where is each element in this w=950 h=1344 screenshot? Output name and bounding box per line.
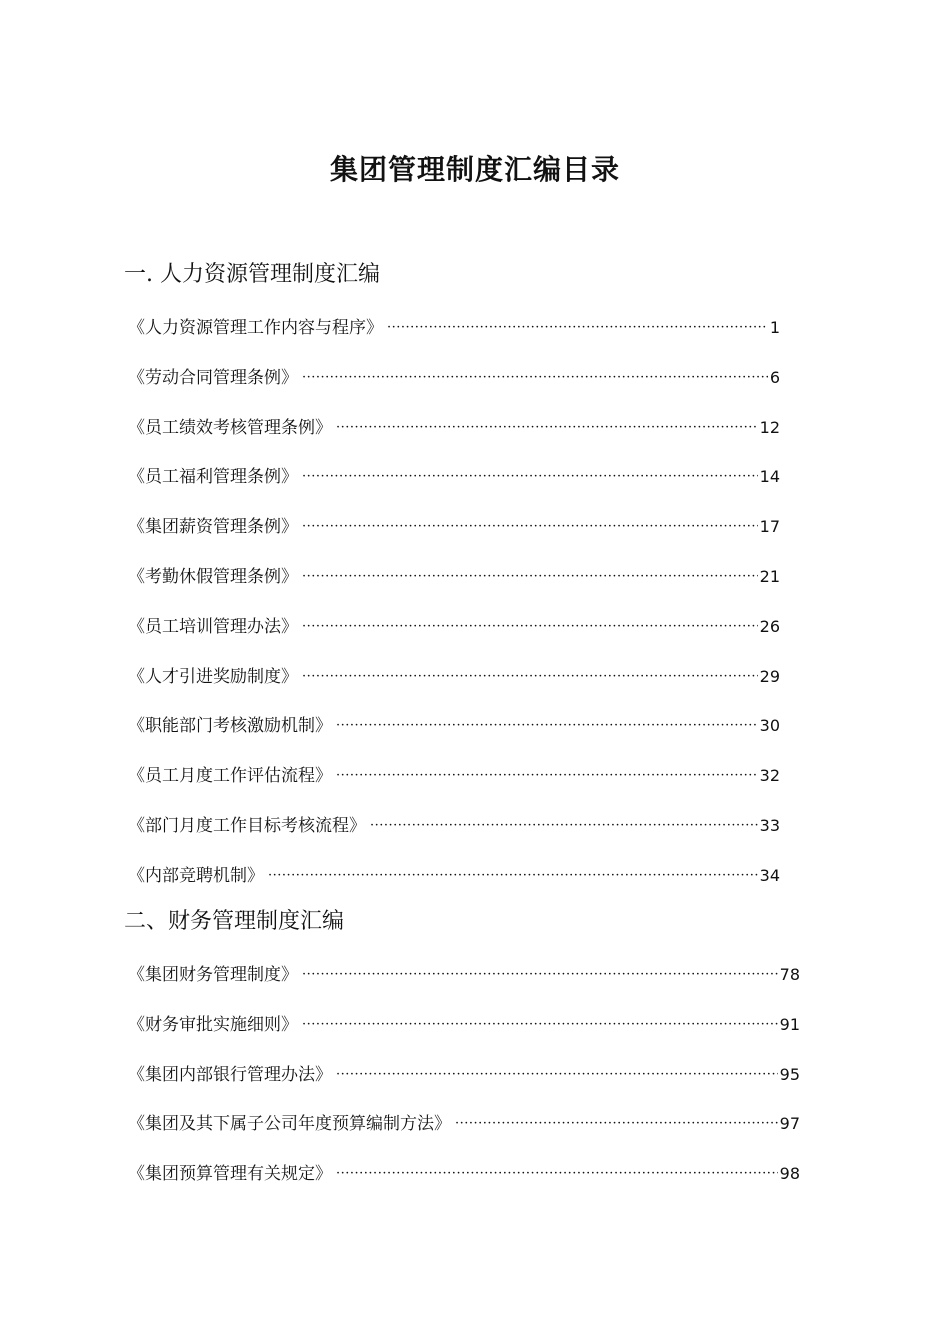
- toc-entry[interactable]: [128, 664, 780, 690]
- dot-leader: [370, 813, 758, 839]
- dot-leader: [336, 1161, 778, 1187]
- toc-entry[interactable]: [128, 1111, 800, 1137]
- toc-page-number: 29: [759, 667, 780, 686]
- toc-entry-title: 《员工绩效考核管理条例》: [128, 418, 332, 438]
- toc-entry[interactable]: [128, 614, 780, 640]
- dot-leader: [268, 863, 758, 889]
- toc-entry[interactable]: [128, 863, 780, 889]
- toc-entry[interactable]: [128, 813, 780, 839]
- dot-leader: [302, 1012, 778, 1038]
- toc-entry[interactable]: [128, 1161, 800, 1187]
- toc-entry[interactable]: [128, 1062, 800, 1088]
- toc-page-number: 6: [769, 368, 780, 387]
- toc-page-number: 17: [759, 517, 780, 536]
- toc-page-number: 78: [779, 965, 800, 984]
- toc-entry-title: 《考勤休假管理条例》: [128, 567, 298, 587]
- toc-page-number: 12: [759, 418, 780, 437]
- toc-page-number: 21: [759, 567, 780, 586]
- dot-leader: [387, 315, 768, 341]
- dot-leader: [302, 464, 758, 490]
- dot-leader: [302, 365, 768, 391]
- toc-entry[interactable]: [128, 315, 780, 341]
- toc-entry[interactable]: [128, 464, 780, 490]
- toc-entry[interactable]: [128, 962, 800, 988]
- toc-entry-title: 《员工月度工作评估流程》: [128, 766, 332, 786]
- toc-page-number: 33: [759, 816, 780, 835]
- dot-leader: [336, 763, 758, 789]
- toc-entry-title: 《集团薪资管理条例》: [128, 517, 298, 537]
- dot-leader: [302, 664, 758, 690]
- toc-entry[interactable]: [128, 514, 780, 540]
- toc-page-number: 98: [779, 1164, 800, 1183]
- toc-entry-title: 《集团内部银行管理办法》: [128, 1065, 332, 1085]
- toc-entry-title: 《员工培训管理办法》: [128, 617, 298, 637]
- dot-leader: [336, 1062, 778, 1088]
- toc-page-number: 26: [759, 617, 780, 636]
- dot-leader: [302, 614, 758, 640]
- toc-page-number: 14: [759, 467, 780, 486]
- toc-entry[interactable]: [128, 415, 780, 441]
- toc-entry-title: 《职能部门考核激励机制》: [128, 716, 332, 736]
- toc-entry[interactable]: [128, 763, 780, 789]
- toc-entry-title: 《人才引进奖励制度》: [128, 667, 298, 687]
- toc-page-number: 97: [779, 1114, 800, 1133]
- dot-leader: [302, 514, 758, 540]
- section-heading-finance: 二、财务管理制度汇编: [124, 909, 345, 934]
- toc-entry[interactable]: [128, 564, 780, 590]
- toc-page-number: 1: [769, 318, 780, 337]
- toc-page-number: 34: [759, 866, 780, 885]
- toc-entry-title: 《财务审批实施细则》: [128, 1015, 298, 1035]
- toc-entry-title: 《人力资源管理工作内容与程序》: [128, 318, 383, 338]
- toc-entry-title: 《集团及其下属子公司年度预算编制方法》: [128, 1114, 451, 1134]
- document-title: 集团管理制度汇编目录: [329, 153, 620, 186]
- toc-entry[interactable]: [128, 713, 780, 739]
- toc-page-number: 32: [759, 766, 780, 785]
- toc-page-number: 91: [779, 1015, 800, 1034]
- dot-leader: [336, 415, 758, 441]
- toc-entry-title: 《内部竞聘机制》: [128, 866, 264, 886]
- dot-leader: [336, 713, 758, 739]
- toc-entry-title: 《集团财务管理制度》: [128, 965, 298, 985]
- toc-entry-title: 《集团预算管理有关规定》: [128, 1164, 332, 1184]
- toc-entry-title: 《员工福利管理条例》: [128, 467, 298, 487]
- toc-entry[interactable]: [128, 1012, 800, 1038]
- dot-leader: [302, 962, 778, 988]
- dot-leader: [455, 1111, 778, 1137]
- toc-page-number: 95: [779, 1065, 800, 1084]
- toc-entry-title: 《劳动合同管理条例》: [128, 368, 298, 388]
- dot-leader: [302, 564, 758, 590]
- toc-entry[interactable]: [128, 365, 780, 391]
- toc-page-number: 30: [759, 716, 780, 735]
- section-heading-hr: 一. 人力资源管理制度汇编: [124, 262, 380, 287]
- toc-entry-title: 《部门月度工作目标考核流程》: [128, 816, 366, 836]
